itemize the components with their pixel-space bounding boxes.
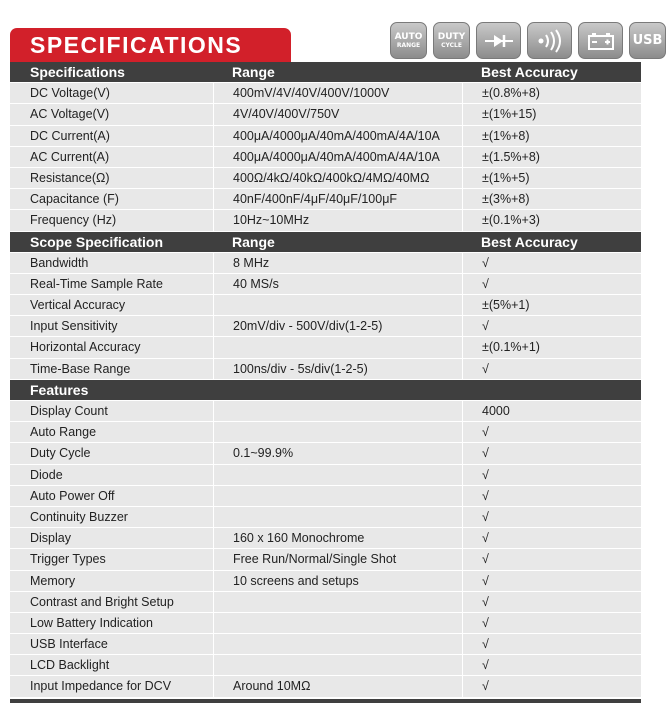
row-accuracy: √ <box>462 507 641 527</box>
scope-specification-section-header <box>10 232 641 253</box>
row-label: Resistance(Ω) <box>30 170 110 185</box>
row-range <box>213 655 462 675</box>
row-label: Diode <box>30 467 63 482</box>
row-accuracy: ±(1%+8) <box>462 126 641 146</box>
row-accuracy: √ <box>462 634 641 654</box>
row-label: DC Voltage(V) <box>30 86 110 101</box>
row-range <box>213 592 462 612</box>
row-accuracy: ±(1%+15) <box>462 104 641 124</box>
row-range: 10Hz~10MHz <box>213 210 462 230</box>
row-label: Memory <box>30 573 76 588</box>
table-row <box>10 168 641 189</box>
table-row <box>10 104 641 125</box>
column-header: Range <box>232 233 275 250</box>
table-row <box>10 507 641 528</box>
row-range <box>213 507 462 527</box>
row-label: Input Sensitivity <box>30 319 118 334</box>
row-range: Free Run/Normal/Single Shot <box>213 549 462 569</box>
row-range <box>213 634 462 654</box>
row-label: LCD Backlight <box>30 658 110 673</box>
row-range: 4V/40V/400V/750V <box>213 104 462 124</box>
row-accuracy: √ <box>462 253 641 273</box>
row-range: 400μA/4000μA/40mA/400mA/4A/10A <box>213 126 462 146</box>
row-label: Auto Power Off <box>30 488 115 503</box>
table-row <box>10 571 641 592</box>
table-row <box>10 147 641 168</box>
usb-icon: USB <box>629 22 666 59</box>
table-row <box>10 549 641 570</box>
table-row <box>10 486 641 507</box>
table-row <box>10 592 641 613</box>
row-accuracy: ±(1.5%+8) <box>462 147 641 167</box>
table-row <box>10 189 641 210</box>
table-row <box>10 126 641 147</box>
column-header: Features <box>30 381 89 398</box>
column-header <box>462 380 641 400</box>
table-row <box>10 274 641 295</box>
row-accuracy: ±(3%+8) <box>462 189 641 209</box>
row-label: Frequency (Hz) <box>30 213 117 228</box>
row-range: Around 10MΩ <box>213 676 462 696</box>
row-accuracy: √ <box>462 613 641 633</box>
row-label: Duty Cycle <box>30 446 91 461</box>
row-accuracy: √ <box>462 592 641 612</box>
title-banner <box>10 28 291 62</box>
column-header: Specifications <box>30 64 125 80</box>
row-label: Display Count <box>30 404 108 418</box>
column-header: Range <box>232 64 275 80</box>
table-row <box>10 253 641 274</box>
row-label: Capacitance (F) <box>30 192 119 207</box>
table-row <box>10 528 641 549</box>
row-label: Real-Time Sample Rate <box>30 276 163 291</box>
feature-badges <box>390 22 666 59</box>
row-accuracy: √ <box>462 486 641 506</box>
row-accuracy: ±(5%+1) <box>462 295 641 315</box>
row-accuracy: ±(0.8%+8) <box>462 83 641 103</box>
row-label: Low Battery Indication <box>30 615 153 630</box>
page-title: SPECIFICATIONS <box>30 32 243 58</box>
table-row <box>10 83 641 104</box>
row-range: 0.1~99.9% <box>213 443 462 463</box>
row-label: USB Interface <box>30 637 108 652</box>
row-range: 400μA/4000μA/40mA/400mA/4A/10A <box>213 147 462 167</box>
row-accuracy: ±(0.1%+3) <box>462 210 641 230</box>
table-row <box>10 210 641 231</box>
table-row <box>10 337 641 358</box>
table-row <box>10 655 641 676</box>
row-accuracy: ±(0.1%+1) <box>462 337 641 357</box>
row-accuracy: √ <box>462 571 641 591</box>
row-accuracy: √ <box>462 676 641 696</box>
auto-range-icon: AUTO RANGE <box>390 22 427 59</box>
table-row <box>10 401 641 422</box>
row-accuracy: √ <box>462 443 641 463</box>
table-row <box>10 613 641 634</box>
row-accuracy: √ <box>462 422 641 442</box>
row-label: Time-Base Range <box>30 361 131 376</box>
battery-icon <box>578 22 623 59</box>
row-label: Bandwidth <box>30 255 89 270</box>
table-row <box>10 422 641 443</box>
column-header: Best Accuracy <box>481 64 578 80</box>
column-header: Best Accuracy <box>481 233 578 250</box>
table-row <box>10 316 641 337</box>
row-accuracy: ±(1%+5) <box>462 168 641 188</box>
row-range: 400Ω/4kΩ/40kΩ/400kΩ/4MΩ/40MΩ <box>213 168 462 188</box>
page-header <box>0 0 663 62</box>
row-label: Display <box>30 531 71 546</box>
row-accuracy: √ <box>462 359 641 379</box>
duty-cycle-icon: DUTY CYCLE <box>433 22 470 59</box>
row-accuracy: √ <box>462 316 641 336</box>
features-section-header <box>10 380 641 401</box>
table-row <box>10 443 641 464</box>
specifications-section-header <box>10 62 641 83</box>
row-range <box>213 613 462 633</box>
row-accuracy: √ <box>462 274 641 294</box>
row-range: 10 screens and setups <box>213 571 462 591</box>
row-range <box>213 401 462 421</box>
row-label: Vertical Accuracy <box>30 298 126 313</box>
continuity-buzzer-icon <box>527 22 572 59</box>
column-header: Scope Specification <box>30 233 164 250</box>
row-range: 40nF/400nF/4μF/40μF/100μF <box>213 189 462 209</box>
row-label: AC Voltage(V) <box>30 107 110 122</box>
diode-icon <box>476 22 521 59</box>
row-range: 100ns/div - 5s/div(1-2-5) <box>213 359 462 379</box>
row-label: Auto Range <box>30 425 97 440</box>
table-row <box>10 465 641 486</box>
row-label: DC Current(A) <box>30 128 110 143</box>
row-range: 40 MS/s <box>213 274 462 294</box>
row-label: Continuity Buzzer <box>30 509 128 524</box>
row-range <box>213 337 462 357</box>
specifications-table <box>10 62 641 698</box>
table-row <box>10 676 641 697</box>
column-header <box>213 380 462 400</box>
row-range: 8 MHz <box>213 253 462 273</box>
row-range: 20mV/div - 500V/div(1-2-5) <box>213 316 462 336</box>
row-accuracy: 4000 <box>462 401 641 421</box>
row-range: 160 x 160 Monochrome <box>213 528 462 548</box>
row-label: Trigger Types <box>30 552 106 567</box>
row-label: AC Current(A) <box>30 149 110 164</box>
row-accuracy: √ <box>462 528 641 548</box>
row-label: Horizontal Accuracy <box>30 340 141 355</box>
row-label: Input Impedance for DCV <box>30 679 172 694</box>
row-accuracy: √ <box>462 655 641 675</box>
table-bottom-bar <box>10 699 641 703</box>
row-range: 400mV/4V/40V/400V/1000V <box>213 83 462 103</box>
table-row <box>10 359 641 380</box>
table-row <box>10 295 641 316</box>
row-range <box>213 465 462 485</box>
row-accuracy: √ <box>462 549 641 569</box>
table-row <box>10 634 641 655</box>
row-accuracy: √ <box>462 465 641 485</box>
row-range <box>213 295 462 315</box>
row-range <box>213 486 462 506</box>
row-label: Contrast and Bright Setup <box>30 594 174 609</box>
row-range <box>213 422 462 442</box>
